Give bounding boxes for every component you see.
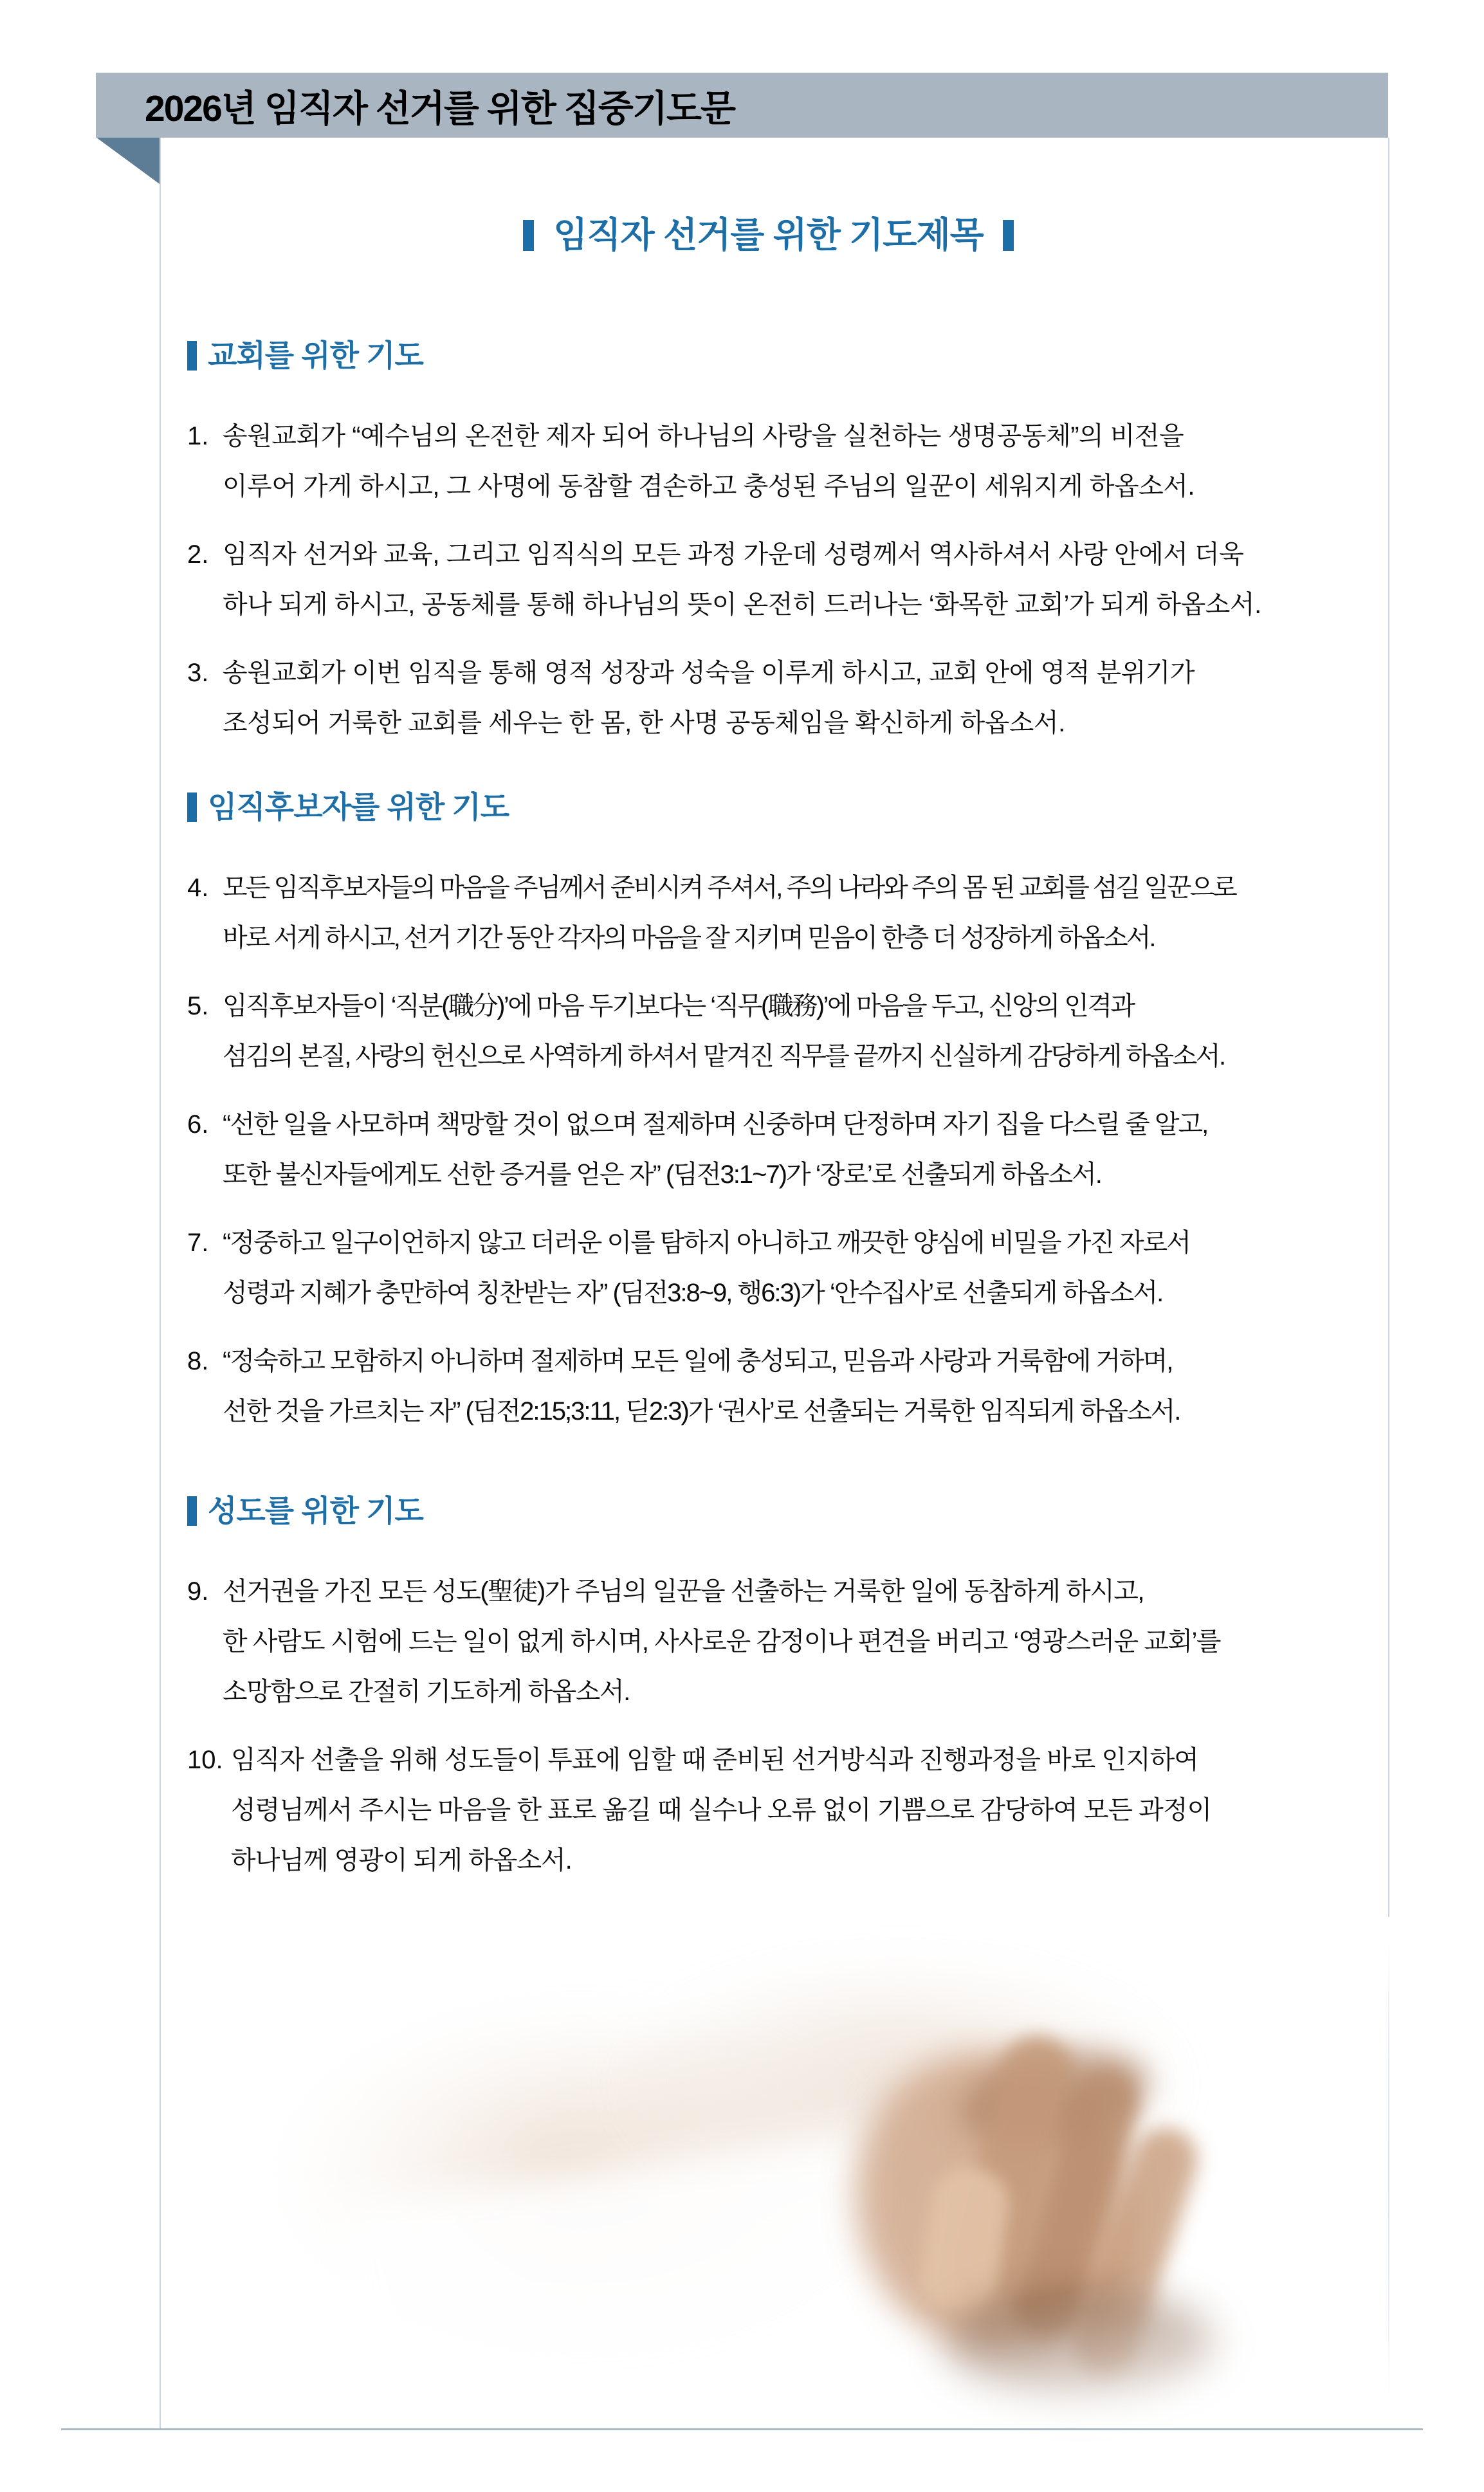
item-line: 임직후보자들이 ‘직분(職分)’에 마음 두기보다는 ‘직무(職務)’에 마음을 두고, 신앙의 인격과 [223,992,1134,1020]
item-number: 8. [187,1347,209,1375]
prayer-item [187,411,1350,511]
header-fold-icon [96,138,160,184]
item-line: 송원교회가 “예수님의 온전한 제자 되어 하나님의 사랑을 실천하는 생명공동체”의 비전을 [223,422,1184,450]
title-bar-icon [523,220,534,251]
item-line: 선거권을 가진 모든 성도(聖徒)가 주님의 일꾼을 선출하는 거룩한 일에 동참하게 하시고, [223,1577,1144,1606]
item-number: 2. [187,540,209,569]
section-items [187,863,1350,1436]
prayer-item [187,863,1350,963]
item-line: 선한 것을 가르치는 자” (딤전2:15;3:11, 딛2:3)가 ‘권사’로 선출되는 거룩한 임직되게 하옵소서. [223,1397,1180,1425]
prayer-item [187,1735,1350,1885]
prayer-item [187,981,1350,1081]
item-line: 성령과 지혜가 충만하여 칭찬받는 자” (딤전3:8~9, 행6:3)가 ‘안수집사’로 선출되게 하옵소서. [223,1279,1163,1307]
item-line: 하나님께 영광이 되게 하옵소서. [231,1846,572,1874]
prayer-section [187,1492,1350,1885]
item-line: 이루어 가게 하시고, 그 사명에 동참할 겸손하고 충성된 주님의 일꾼이 세워지게 하옵소서. [223,472,1195,500]
document-header-title: 2026년 임직자 선거를 위한 집중기도문 [145,87,735,129]
heading-bar-icon [187,341,197,371]
item-line: 성령님께서 주시는 마음을 한 표로 옮길 때 실수나 오류 없이 기쁨으로 감당하여 모든 과정이 [231,1796,1212,1824]
item-number: 6. [187,1110,209,1139]
item-line: “정숙하고 모함하지 아니하며 절제하며 모든 일에 충성되고, 믿음과 사랑과 거룩함에 거하며, [223,1347,1173,1375]
item-number: 10. [187,1746,223,1774]
item-line: 소망함으로 간절히 기도하게 하옵소서. [223,1678,630,1706]
item-number: 9. [187,1577,209,1606]
prayer-item [187,1566,1350,1717]
section-heading-text: 성도를 위한 기도 [208,1494,423,1528]
praying-hands-vignette [238,1917,1396,2438]
section-items [187,411,1350,748]
prayer-sections [187,336,1350,1885]
item-line: 섬김의 본질, 사랑의 헌신으로 사역하게 하셔서 맡겨진 직무를 끝까지 신실하게 감당하게 하옵소서. [223,1042,1225,1070]
heading-bar-icon [187,792,197,822]
item-line: 모든 임직후보자들의 마음을 주님께서 준비시켜 주셔서, 주의 나라와 주의 몸 된 교회를 섬길 일꾼으로 [223,874,1236,902]
section-heading [187,336,1350,375]
item-line: 한 사람도 시험에 드는 일이 없게 하시며, 사사로운 감정이나 편견을 버리고 ‘영광스러운 교회’를 [223,1627,1221,1656]
praying-hands-image [277,1956,1357,2399]
item-line: 임직자 선출을 위해 성도들이 투표에 임할 때 준비된 선거방식과 진행과정을 바로 인지하여 [231,1746,1198,1774]
item-line: “정중하고 일구이언하지 않고 더러운 이를 탐하지 아니하고 깨끗한 양심에 비밀을 가진 자로서 [223,1229,1190,1257]
document-header-bar [96,73,1388,138]
item-line: “선한 일을 사모하며 책망할 것이 없으며 절제하며 신중하며 단정하며 자기 집을 다스릴 줄 알고, [223,1110,1208,1139]
item-number: 1. [187,422,209,450]
section-heading [187,1492,1350,1530]
page-title-text: 임직자 선거를 위한 기도제목 [553,215,984,255]
prayer-item [187,529,1350,630]
item-line: 또한 불신자들에게도 선한 증거를 얻은 자” (딤전3:1~7)가 ‘장로’로 선출되게 하옵소서. [223,1160,1101,1189]
page-bottom-rule [61,2428,1423,2430]
heading-bar-icon [187,1496,197,1526]
item-line: 임직자 선거와 교육, 그리고 임직식의 모든 과정 가운데 성령께서 역사하셔서 사랑 안에서 더욱 [223,540,1244,569]
prayer-item [187,1336,1350,1436]
page-title [187,214,1350,256]
item-number: 3. [187,659,209,687]
item-line: 송원교회가 이번 임직을 통해 영적 성장과 성숙을 이루게 하시고, 교회 안에 영적 분위기가 [223,659,1195,687]
item-number: 5. [187,992,209,1020]
item-line: 바로 서게 하시고, 선거 기간 동안 각자의 마음을 잘 지키며 믿음이 한층 더 성장하게 하옵소서. [223,924,1155,952]
item-line: 조성되어 거룩한 교회를 세우는 한 몸, 한 사명 공동체임을 확신하게 하옵소서. [223,709,1065,737]
prayer-item [187,648,1350,748]
section-heading-text: 교회를 위한 기도 [208,338,423,372]
title-bar-icon [1003,220,1014,251]
prayer-section [187,788,1350,1436]
section-heading-text: 임직후보자를 위한 기도 [208,790,509,824]
item-number: 7. [187,1229,209,1257]
section-items [187,1566,1350,1885]
item-number: 4. [187,874,209,902]
section-heading [187,788,1350,827]
prayer-item [187,1099,1350,1200]
item-line: 하나 되게 하시고, 공동체를 통해 하나님의 뜻이 온전히 드러나는 ‘화목한 교회’가 되게 하옵소서. [223,591,1261,619]
prayer-section [187,336,1350,748]
prayer-item [187,1218,1350,1318]
